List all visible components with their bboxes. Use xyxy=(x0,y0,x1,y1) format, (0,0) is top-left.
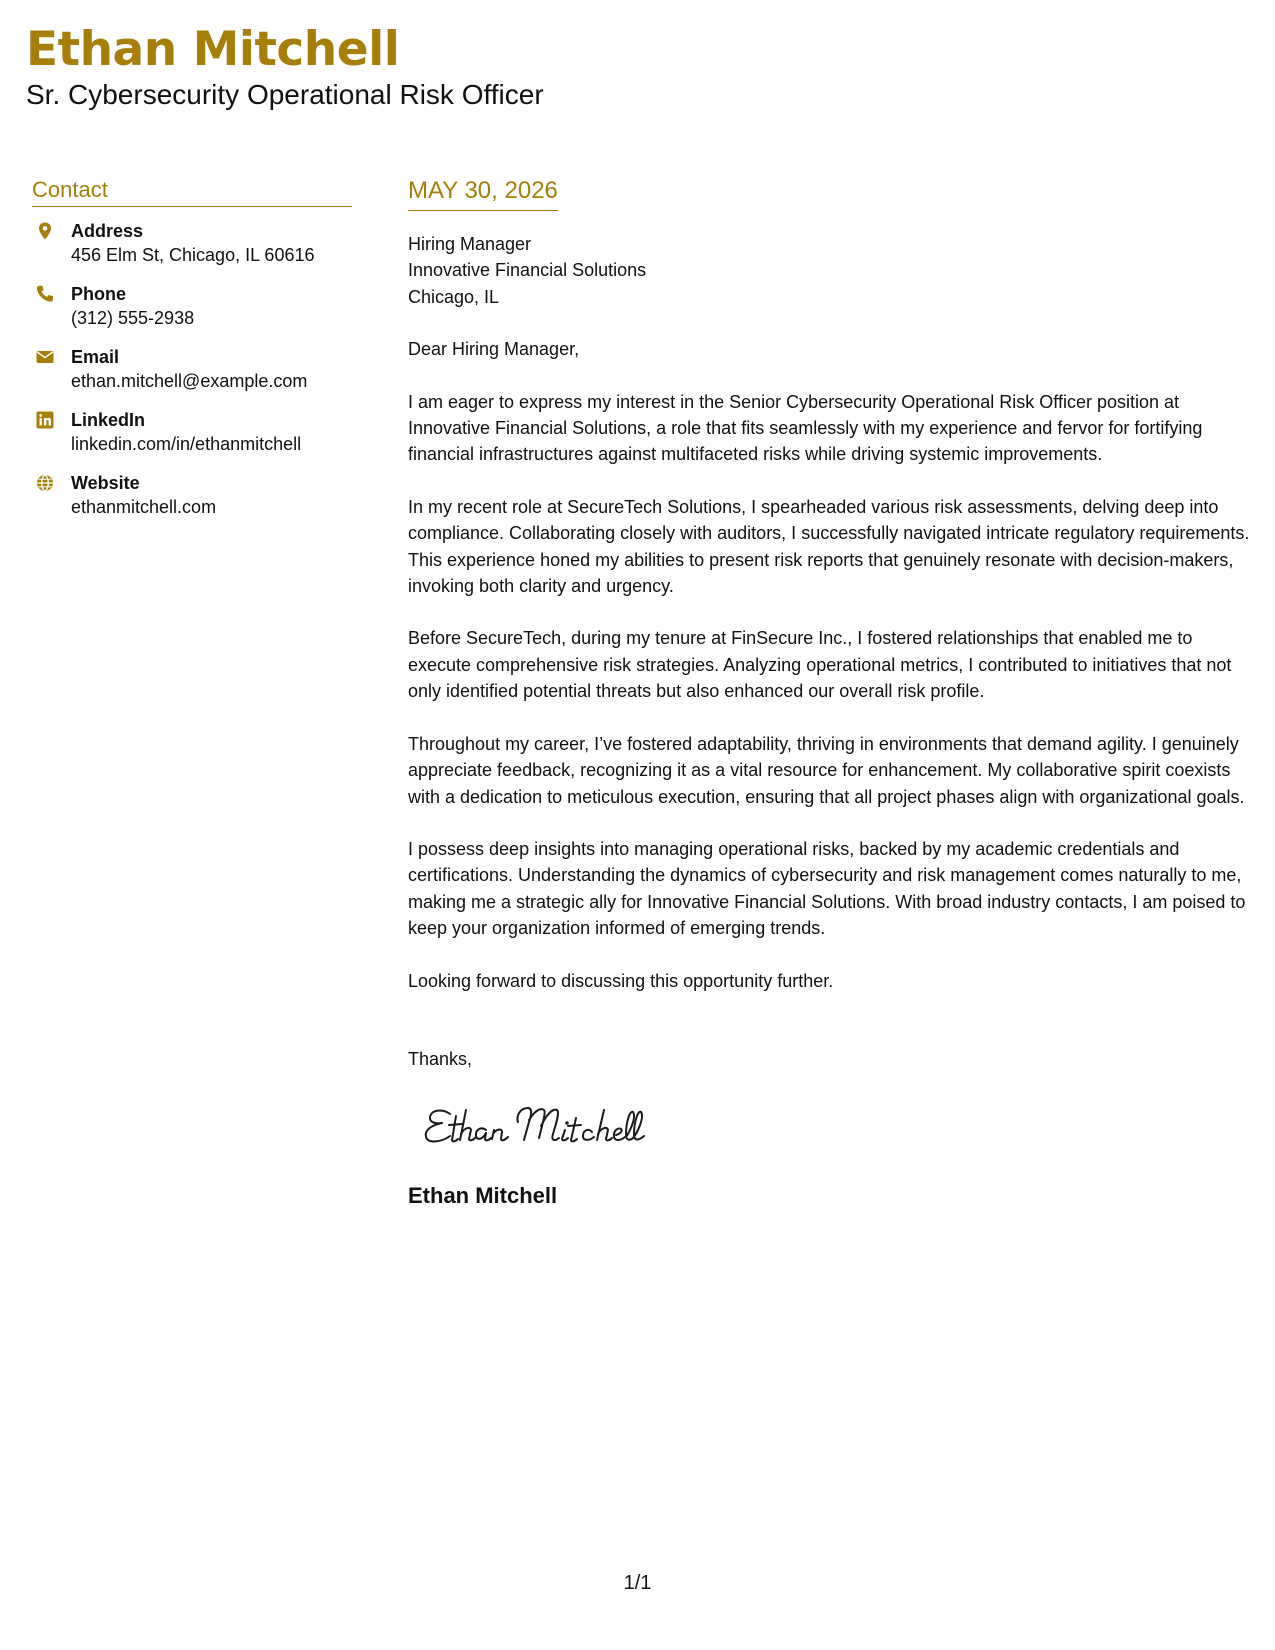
linkedin-value: linkedin.com/in/ethanmitchell xyxy=(71,434,302,454)
letter-paragraph: In my recent role at SecureTech Solutions, I spearheaded various risk assessments, delving deep into compliance. Collaborating closely with auditors, I successfully navigated intricate regulatory requirements. This experience honed my abilities to present risk reports that genuinely resonate with decision-makers, invoking both clarity and urgency. xyxy=(408,496,1250,597)
salutation: Dear Hiring Manager, xyxy=(408,339,580,360)
letter-body xyxy=(408,176,1253,1210)
letter-date: MAY 30, 2026 xyxy=(408,176,558,211)
contact-item-website xyxy=(32,471,352,534)
contact-label: Phone xyxy=(71,284,127,304)
letter-paragraph: I possess deep insights into managing operational risks, backed by my academic credentials and certifications. Understanding the dynamics of cybersecurity and risk management comes naturally to me, making me a strategic ally for Innovative Financial Solutions. With broad industry contacts, I am poised to keep your organization informed of emerging trends. xyxy=(408,838,1246,939)
contact-label: Website xyxy=(71,473,140,493)
applicant-title: Sr. Cybersecurity Operational Risk Officer xyxy=(26,79,544,110)
closing: Thanks, xyxy=(408,1048,473,1069)
letter-paragraph: I am eager to express my interest in the Senior Cybersecurity Operational Risk Officer position at Innovative Financial Solutions, a role that fits seamlessly with my experience and fervor for fortifying financial infrastructures against multifaceted risks while driving systemic improvements. xyxy=(408,391,1203,465)
applicant-name: Ethan Mitchell xyxy=(26,22,400,77)
signer-name: Ethan Mitchell xyxy=(408,1182,558,1208)
phone-icon xyxy=(36,285,54,303)
letter-paragraph: Looking forward to discussing this opportunity further. xyxy=(408,970,834,991)
contact-item-address xyxy=(32,219,352,282)
contact-section xyxy=(32,176,352,534)
address-value: 456 Elm St, Chicago, IL 60616 xyxy=(71,245,315,265)
linkedin-icon xyxy=(36,411,54,429)
contact-list xyxy=(32,219,352,534)
email-value: ethan.mitchell@example.com xyxy=(71,371,308,391)
map-pin-icon xyxy=(36,222,54,240)
contact-item-linkedin xyxy=(32,408,352,471)
envelope-icon xyxy=(36,348,54,366)
website-value: ethanmitchell.com xyxy=(71,497,217,517)
handwritten-signature xyxy=(420,1092,660,1154)
recipient-name: Hiring Manager xyxy=(408,234,532,254)
recipient-company: Innovative Financial Solutions xyxy=(408,260,647,281)
contact-item-phone xyxy=(32,282,352,345)
contact-label: Email xyxy=(71,347,120,367)
letter-paragraph: Before SecureTech, during my tenure at FinSecure Inc., I fostered relationships that enabled me to execute comprehensive risk strategies. Analyzing operational metrics, I contributed to initiatives that not only identified potential threats but also enhanced our overall risk profile. xyxy=(408,628,1232,702)
contact-item-email xyxy=(32,345,352,408)
contact-heading: Contact xyxy=(32,176,352,207)
recipient-block xyxy=(408,231,1253,310)
contact-label: LinkedIn xyxy=(71,410,146,430)
contact-label: Address xyxy=(71,221,144,241)
phone-value: (312) 555-2938 xyxy=(71,308,195,328)
globe-icon xyxy=(36,474,54,492)
page-number: 1/1 xyxy=(623,1572,652,1594)
letter-paragraph: Throughout my career, I’ve fostered adaptability, thriving in environments that demand agility. I genuinely appreciate feedback, recognizing it as a vital resource for enhancement. My collaborative spirit coexists with a dedication to meticulous execution, ensuring that all project phases align with organizational goals. xyxy=(408,733,1245,807)
resume-header xyxy=(26,22,1226,112)
recipient-location: Chicago, IL xyxy=(408,286,500,307)
